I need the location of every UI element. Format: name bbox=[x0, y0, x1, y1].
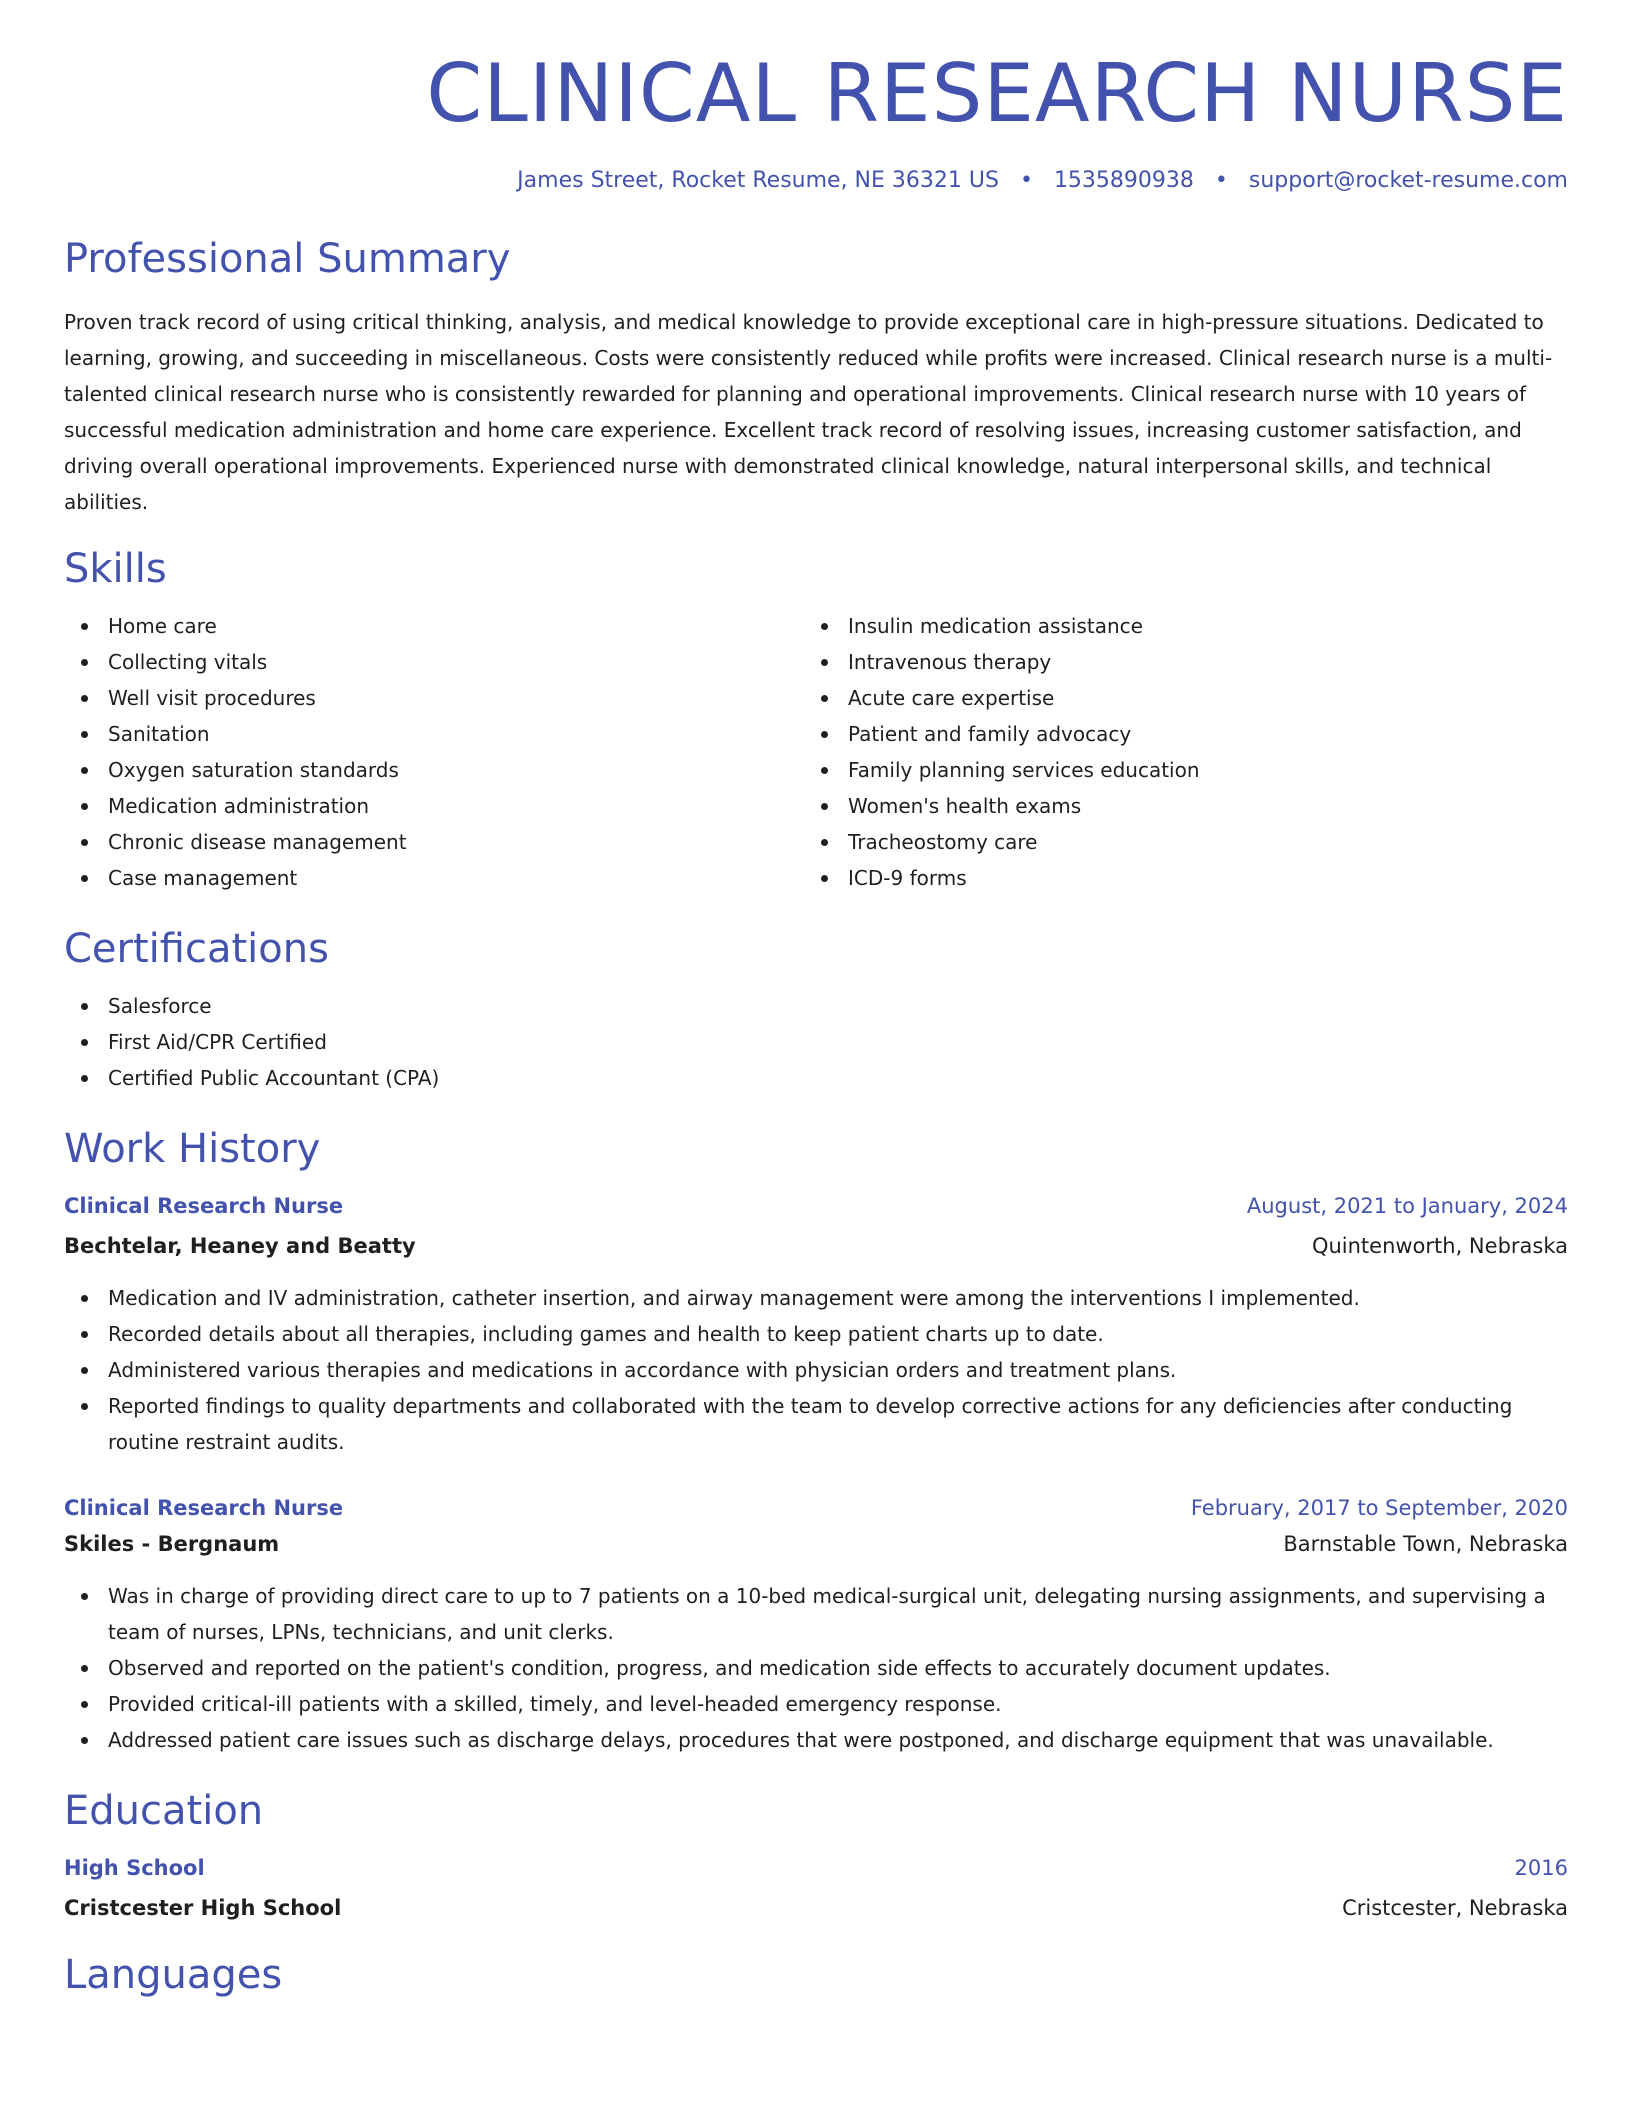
education-entry bbox=[64, 1850, 1568, 1926]
job-duty-item: Reported findings to quality departments and collaborated with the team to develop corrective actions for any deficiencies after conducting routine restraint audits. bbox=[64, 1388, 1568, 1460]
professional-summary-section bbox=[64, 236, 1568, 520]
education-degree: High School bbox=[64, 1856, 205, 1881]
skill-item: Acute care expertise bbox=[804, 680, 1544, 716]
job-company-row bbox=[64, 1526, 1568, 1562]
job-company: Bechtelar, Heaney and Beatty bbox=[64, 1234, 416, 1259]
skill-item: Family planning services education bbox=[804, 752, 1544, 788]
job-duty-item: Recorded details about all therapies, including games and health to keep patient charts up to date. bbox=[64, 1316, 1568, 1352]
skill-item: Sanitation bbox=[64, 716, 804, 752]
skill-item: Chronic disease management bbox=[64, 824, 804, 860]
job-company: Skiles - Bergnaum bbox=[64, 1532, 280, 1557]
section-title-certifications: Certifications bbox=[64, 926, 329, 973]
skill-item: Case management bbox=[64, 860, 804, 896]
skill-item: Well visit procedures bbox=[64, 680, 804, 716]
certification-item: First Aid/CPR Certified bbox=[64, 1024, 1568, 1060]
section-title-skills: Skills bbox=[64, 546, 167, 593]
job-entry bbox=[64, 1490, 1568, 1758]
skill-item: Patient and family advocacy bbox=[804, 716, 1544, 752]
job-title: Clinical Research Nurse bbox=[64, 1496, 344, 1521]
skill-item: Collecting vitals bbox=[64, 644, 804, 680]
job-entry bbox=[64, 1188, 1568, 1460]
section-title-education: Education bbox=[64, 1788, 264, 1835]
job-duties-list bbox=[64, 1578, 1568, 1758]
skill-item: Home care bbox=[64, 608, 804, 644]
job-duty-item: Addressed patient care issues such as discharge delays, procedures that were postponed, and discharge equipment that was unavailable. bbox=[64, 1722, 1568, 1758]
certifications-list bbox=[64, 988, 1568, 1096]
section-title-languages: Languages bbox=[64, 1952, 283, 1999]
skills-section bbox=[64, 546, 1568, 896]
job-location: Quintenworth, Nebraska bbox=[1311, 1234, 1568, 1259]
job-company-row bbox=[64, 1228, 1568, 1264]
job-duty-item: Was in charge of providing direct care to up to 7 patients on a 10-bed medical-surgical unit, delegating nursing assignments, and supervising a team of nurses, LPNs, technicians, and unit clerks. bbox=[64, 1578, 1568, 1650]
skill-item: Tracheostomy care bbox=[804, 824, 1544, 860]
job-title-row bbox=[64, 1188, 1568, 1224]
job-location: Barnstable Town, Nebraska bbox=[1283, 1532, 1568, 1557]
contact-separator: • bbox=[1019, 168, 1033, 193]
resume-header bbox=[64, 47, 1568, 194]
skill-item: Insulin medication assistance bbox=[804, 608, 1544, 644]
contact-address: James Street, Rocket Resume, NE 36321 US bbox=[517, 168, 999, 193]
work-history-section bbox=[64, 1126, 1568, 1758]
summary-text: Proven track record of using critical thinking, analysis, and medical knowledge to provide exceptional care in high-pressure situations. Dedicated to learning, growing, and succeeding in miscellaneous. Costs were consistently reduced while profits were increased. Clinical research nurse is a multi-talented clinical research nurse who is consistently rewarded for planning and operational improvements. Clinical research nurse with 10 years of successful medication administration and home care experience. Excellent track record of resolving issues, increasing customer satisfaction, and driving overall operational improvements. Experienced nurse with demonstrated clinical knowledge, natural interpersonal skills, and technical abilities. bbox=[64, 310, 1553, 515]
section-title-work-history: Work History bbox=[64, 1126, 321, 1173]
skills-list-right bbox=[804, 608, 1544, 896]
job-duties-list bbox=[64, 1280, 1568, 1460]
skills-grid bbox=[64, 608, 1568, 896]
education-section bbox=[64, 1788, 1568, 1926]
job-duty-item: Observed and reported on the patient's condition, progress, and medication side effects to accurately document updates. bbox=[64, 1650, 1568, 1686]
contact-phone: 1535890938 bbox=[1053, 168, 1194, 193]
contact-separator: • bbox=[1214, 168, 1228, 193]
skill-item: ICD-9 forms bbox=[804, 860, 1544, 896]
certifications-section bbox=[64, 926, 1568, 1096]
job-duty-item: Medication and IV administration, catheter insertion, and airway management were among the interventions I implemented. bbox=[64, 1280, 1568, 1316]
section-title-summary: Professional Summary bbox=[64, 236, 511, 283]
skill-item: Medication administration bbox=[64, 788, 804, 824]
page-title: CLINICAL RESEARCH NURSE bbox=[426, 47, 1568, 140]
education-degree-row bbox=[64, 1850, 1568, 1886]
skill-item: Oxygen saturation standards bbox=[64, 752, 804, 788]
education-location: Cristcester, Nebraska bbox=[1342, 1896, 1568, 1921]
contact-email[interactable]: support@rocket-resume.com bbox=[1248, 168, 1568, 193]
job-dates: August, 2021 to January, 2024 bbox=[1246, 1194, 1568, 1219]
contact-line bbox=[64, 168, 1568, 194]
job-title-row bbox=[64, 1490, 1568, 1526]
education-year: 2016 bbox=[1514, 1856, 1568, 1881]
certification-item: Salesforce bbox=[64, 988, 1568, 1024]
certification-item: Certified Public Accountant (CPA) bbox=[64, 1060, 1568, 1096]
languages-section bbox=[64, 1952, 1568, 1998]
skill-item: Women's health exams bbox=[804, 788, 1544, 824]
education-school-row bbox=[64, 1890, 1568, 1926]
job-duty-item: Provided critical-ill patients with a skilled, timely, and level-headed emergency response. bbox=[64, 1686, 1568, 1722]
job-duty-item: Administered various therapies and medications in accordance with physician orders and treatment plans. bbox=[64, 1352, 1568, 1388]
skills-list-left bbox=[64, 608, 804, 896]
job-title: Clinical Research Nurse bbox=[64, 1194, 344, 1219]
education-school: Cristcester High School bbox=[64, 1896, 342, 1921]
skill-item: Intravenous therapy bbox=[804, 644, 1544, 680]
job-dates: February, 2017 to September, 2020 bbox=[1190, 1496, 1568, 1521]
